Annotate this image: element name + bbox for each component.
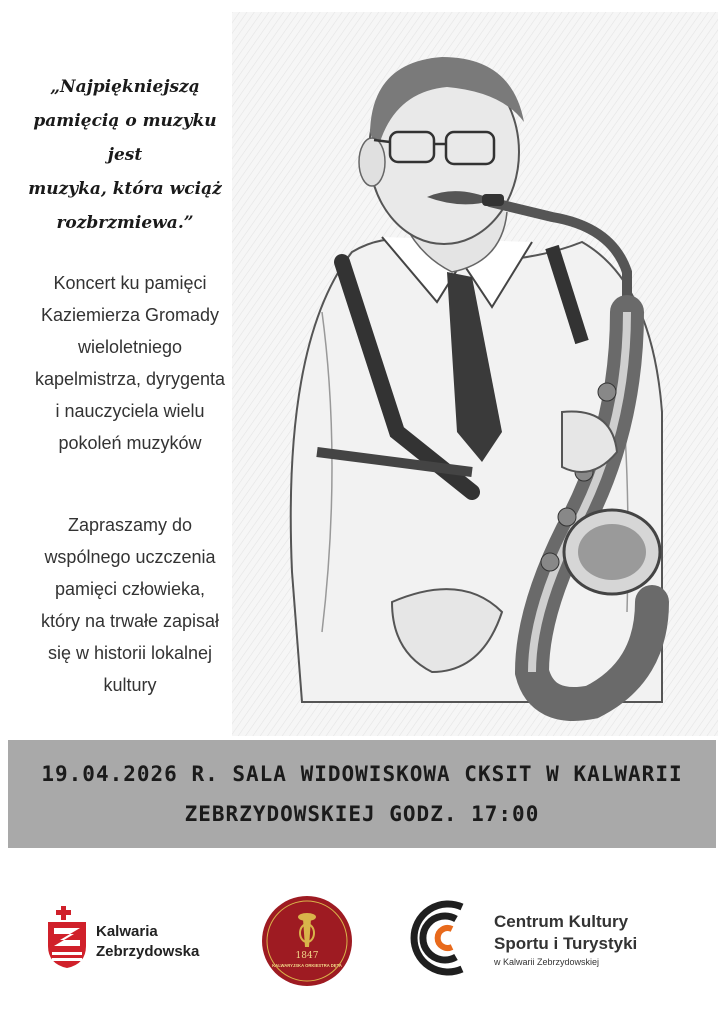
invitation-text: Zapraszamy do wspólnego uczczenia pamięci człowieka, który na trwałe zapisał się w historii lokalnej kultury (40, 515, 220, 695)
event-line-2: ZEBRZYDOWSKIEJ GODZ. 17:00 (184, 802, 540, 826)
saxophonist-illustration (232, 12, 718, 736)
orchestra-name: KALWARYJSKA ORKIESTRA DĘTA (272, 963, 342, 968)
orchestra-year: 1847 (295, 951, 319, 961)
quote: „Najpiękniejszą pamięcią o muzyku jest muzyka, która wciąż rozbrzmiewa.” (28, 77, 222, 233)
event-line-1: 19.04.2026 R. SALA WIDOWISKOWA CKSIT W KALWARII (41, 762, 683, 786)
concert-description: Koncert ku pamięci Kaziemierza Gromady wieloletniego kapelmistrza, dyrygenta i nauczyciela wielu pokoleń muzyków (34, 273, 226, 453)
kalwaria-line-1: Kalwaria (96, 923, 158, 940)
event-banner (8, 740, 716, 848)
kalwaria-crest-icon (46, 906, 90, 970)
cksit-logo (400, 893, 710, 983)
cksit-subtitle: w Kalwarii Zebrzydowskiej (494, 957, 600, 967)
cksit-line-2: Sportu i Turystyki (494, 934, 638, 953)
kalwaria-zebrzydowska-logo (46, 906, 246, 976)
kalwaria-line-2: Zebrzydowska (96, 943, 200, 960)
cksit-emblem-icon (400, 893, 480, 983)
orchestra-badge (261, 895, 353, 987)
cksit-line-1: Centrum Kultury (494, 912, 629, 931)
